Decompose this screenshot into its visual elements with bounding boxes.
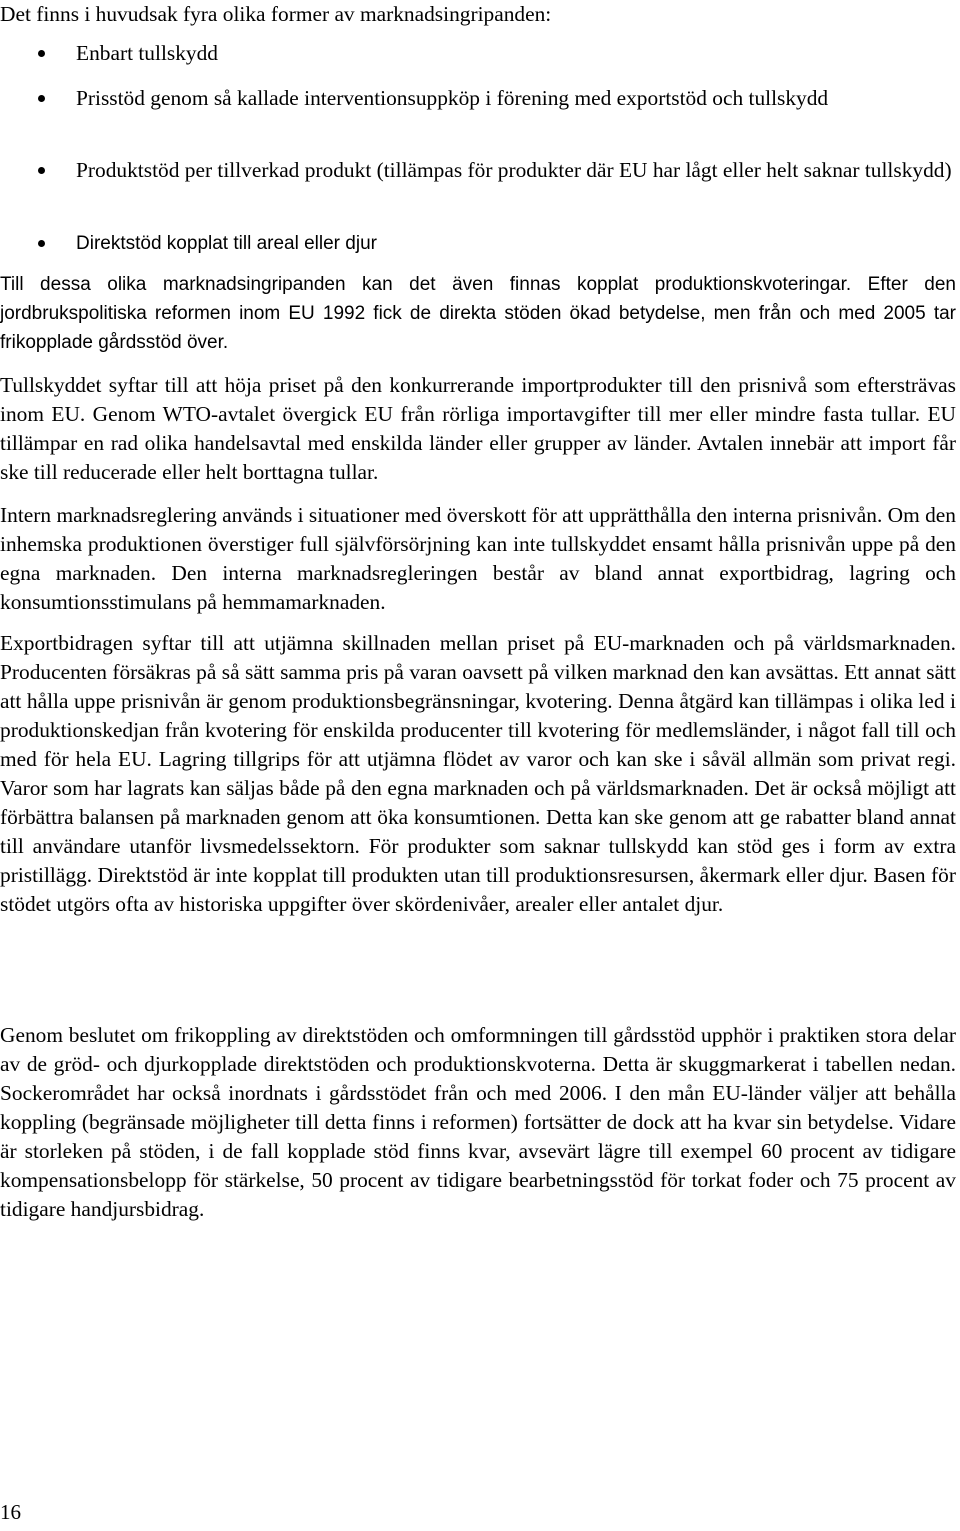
paragraph-internal-regulation: Intern marknadsreglering används i situationer med överskott för att upprätthålla den interna prisnivån. Om den inhemska produktionen överstiger full självförsörjning kan inte tullskyddet ensamt hålla prisnivån uppe på den egna marknaden. Den interna marknadsregleringen består av bland annat exportbidrag, lagring och konsumtionsstimulans på hemmamarknaden. — [0, 503, 956, 614]
intro-text: Det finns i huvudsak fyra olika former av marknadsingripanden: — [0, 2, 552, 26]
paragraph-tariff: Tullskyddet syftar till att höja priset på den konkurrerande importprodukter till den prisnivå som eftersträvas inom EU. Genom WTO-avtalet övergick EU från rörliga importavgifter till mer eller mindre fasta tullar. EU tillämpar en rad olika handelsavtal med enskilda länder eller grupper av länder. Avtalen innebär att import får ske till reducerade eller helt borttagna tullar. — [0, 373, 956, 484]
bullet-icon — [38, 50, 45, 57]
paragraph-export-subsidies: Exportbidragen syftar till att utjämna skillnaden mellan priset på EU-marknaden och på världsmarknaden. Producenten försäkras på så sätt samma pris på varan oavsett på vilken marknad den kan avsättas. Ett annat sätt att hålla uppe prisnivån är genom produktionsbegränsningar, kvotering. Denna åtgärd kan tillämpas i olika led i produktionskedjan från kvotering för enskilda producenter till kvotering för medlemsländer, i något fall till och med för hela EU. Lagring tillgrips för att utjämna flödet av varor och kan ske i såväl allmän som privat regi. Varor som har lagrats kan säljas både på den egna marknaden och på världsmarknaden. Det är också möjligt att förbättra balansen på marknaden genom att öka konsumtionen. Detta kan ske genom att ge rabatter bland annat till användare utanför livsmedelssektorn. För produkter som saknar tullskydd kan stöd ges i form av extra pristillägg. Direktstöd är inte kopplat till produkten utan till produktionsresursen, åkermark eller djur. Basen för stödet utgörs ofta av historiska uppgifter över skördenivåer, arealer eller antalet djur. — [0, 631, 956, 916]
bullet-text: Enbart tullskydd — [76, 41, 218, 65]
bullet-icon — [38, 95, 45, 102]
bullet-icon — [38, 240, 45, 247]
bullet-text: Produktstöd per tillverkad produkt (tillämpas för produkter där EU har lågt eller helt saknar tullskydd) — [76, 158, 952, 182]
paragraph-quota: Till dessa olika marknadsingripanden kan det även finnas kopplat produktionskvoteringar. Efter den jordbrukspolitiska reformen inom EU 1992 fick de direkta stöden ökad betydelse, men från och med 2005 tar frikopplade gårdsstöd över. — [0, 274, 956, 353]
bullet-text: Direktstöd kopplat till areal eller djur — [76, 233, 377, 254]
bullet-icon — [38, 167, 45, 174]
bullet-text: Prisstöd genom så kallade interventionsuppköp i förening med exportstöd och tullskydd — [76, 86, 829, 110]
page-number: 16 — [0, 1500, 21, 1524]
paragraph-decoupling: Genom beslutet om frikoppling av direktstöden och omformningen till gårdsstöd upphör i praktiken stora delar av de gröd- och djurkopplade direktstöden och produktionskvoterna. Detta är skuggmarkerat i tabellen nedan. Sockerområdet har också inordnats i gårdsstödet från och med 2006. I den mån EU-länder väljer att behålla koppling (begränsade möjligheter till detta finns i reformen) fortsätter de dock att ha kvar sin betydelse. Vidare är storleken på stöden, i de fall kopplade stöd finns kvar, avsevärt lägre till exempel 60 procent av tidigare kompensationsbelopp för stärkelse, 50 procent av tidigare bearbetningsstöd för torkat foder och 75 procent av tidigare handjursbidrag. — [0, 1023, 956, 1221]
